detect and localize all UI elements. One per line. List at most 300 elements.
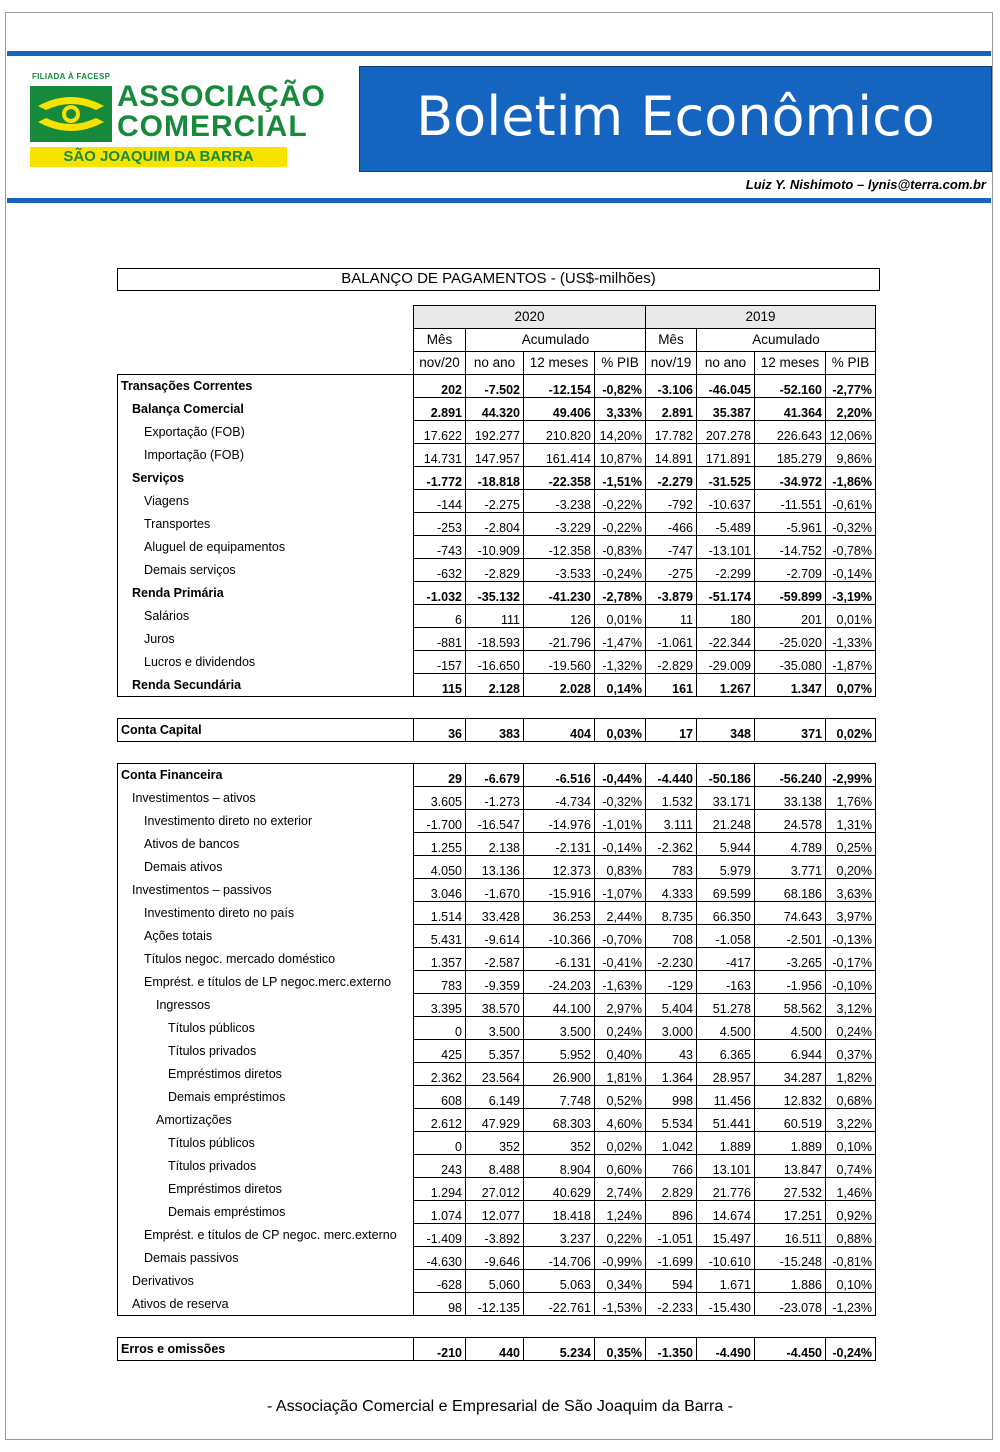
table-cell: 17.251	[755, 1201, 826, 1224]
table-cell: 40.629	[524, 1178, 595, 1201]
table-cell: -12.154	[524, 375, 595, 398]
page-footer: - Associação Comercial e Empresarial de São Joaquim da Barra -	[267, 1398, 733, 1415]
table-cell: -0,22%	[595, 490, 646, 513]
table-row	[118, 582, 876, 605]
row-label: Amortizações	[118, 1109, 414, 1132]
table-cell: 3.605	[414, 787, 466, 810]
year-2020-header: 2020	[414, 306, 646, 329]
table-cell: 185.279	[755, 444, 826, 467]
table-cell: -417	[697, 948, 755, 971]
table-cell: 0,68%	[826, 1086, 876, 1109]
table-cell: -632	[414, 559, 466, 582]
table-cell: -4.450	[755, 1338, 826, 1361]
table-cell: 0,24%	[826, 1017, 876, 1040]
group-header-row	[118, 329, 876, 352]
table-cell: 35.387	[697, 398, 755, 421]
table-cell: 1.886	[755, 1270, 826, 1293]
table-row	[118, 1040, 876, 1063]
table-cell: 0,52%	[595, 1086, 646, 1109]
table-cell: -35.080	[755, 651, 826, 674]
table-cell: 27.532	[755, 1178, 826, 1201]
table-cell: 202	[414, 375, 466, 398]
table-cell: -1.350	[646, 1338, 697, 1361]
table-cell: -35.132	[466, 582, 524, 605]
table-cell: 126	[524, 605, 595, 628]
table-cell: 98	[414, 1293, 466, 1316]
col-header: % PIB	[595, 352, 646, 375]
table-cell: 3,63%	[826, 879, 876, 902]
row-label: Empréstimos diretos	[118, 1063, 414, 1086]
table-cell: -3.229	[524, 513, 595, 536]
table-cell: -1.956	[755, 971, 826, 994]
table-row	[118, 674, 876, 697]
table-cell: 4.050	[414, 856, 466, 879]
table-cell: 4.333	[646, 879, 697, 902]
header-top-rule	[7, 51, 991, 56]
table-cell: 5.404	[646, 994, 697, 1017]
table-cell: -0,70%	[595, 925, 646, 948]
table-cell: 371	[755, 719, 826, 742]
row-label: Emprést. e títulos de CP negoc. merc.externo	[118, 1224, 414, 1247]
table-cell: 8.904	[524, 1155, 595, 1178]
table-cell: -747	[646, 536, 697, 559]
row-label: Serviços	[118, 467, 414, 490]
table-cell: -15.430	[697, 1293, 755, 1316]
table-cell: 0,01%	[826, 605, 876, 628]
table-cell: -15.248	[755, 1247, 826, 1270]
col-header: no ano	[466, 352, 524, 375]
table-cell: 2.028	[524, 674, 595, 697]
table-cell: 1.347	[755, 674, 826, 697]
table-cell: -2,77%	[826, 375, 876, 398]
table-cell: 0,14%	[595, 674, 646, 697]
table-cell: 2,74%	[595, 1178, 646, 1201]
title-banner	[359, 66, 992, 172]
table-cell: -51.174	[697, 582, 755, 605]
table-cell: 352	[524, 1132, 595, 1155]
table-cell: 0,02%	[826, 719, 876, 742]
table-cell: 28.957	[697, 1063, 755, 1086]
table-cell: -2.829	[466, 559, 524, 582]
logo-line2: COMERCIAL	[117, 110, 308, 143]
table-cell: 5.234	[524, 1338, 595, 1361]
table-cell: -2.230	[646, 948, 697, 971]
table-cell: 4.789	[755, 833, 826, 856]
table-cell: -0,44%	[595, 764, 646, 787]
row-label: Salários	[118, 605, 414, 628]
col-header: 12 meses	[524, 352, 595, 375]
row-label: Demais ativos	[118, 856, 414, 879]
table-cell: -0,10%	[826, 971, 876, 994]
table-row	[118, 467, 876, 490]
logo-line1: ASSOCIAÇÃO	[117, 80, 326, 113]
row-label: Títulos privados	[118, 1155, 414, 1178]
table-cell: -163	[697, 971, 755, 994]
table-cell: 2.128	[466, 674, 524, 697]
table-cell: 708	[646, 925, 697, 948]
table-cell: 15.497	[697, 1224, 755, 1247]
table-cell: 5.534	[646, 1109, 697, 1132]
table-cell: -0,14%	[595, 833, 646, 856]
table-cell: 12.077	[466, 1201, 524, 1224]
table-cell: -4.734	[524, 787, 595, 810]
table-cell: 0,02%	[595, 1132, 646, 1155]
row-label: Investimento direto no país	[118, 902, 414, 925]
table-cell: -0,78%	[826, 536, 876, 559]
table-cell: 60.519	[755, 1109, 826, 1132]
row-label: Renda Primária	[118, 582, 414, 605]
table-cell: 0,03%	[595, 719, 646, 742]
table-cell: -1,23%	[826, 1293, 876, 1316]
table-row	[118, 902, 876, 925]
table-cell: -0,14%	[826, 559, 876, 582]
table-row	[118, 948, 876, 971]
table-cell: 13.101	[697, 1155, 755, 1178]
table-row	[118, 810, 876, 833]
year-2019-header: 2019	[646, 306, 876, 329]
col-header: no ano	[697, 352, 755, 375]
table-cell: -52.160	[755, 375, 826, 398]
table-cell: 2.829	[646, 1178, 697, 1201]
table-cell: 1,24%	[595, 1201, 646, 1224]
table-cell: 11	[646, 605, 697, 628]
table-cell: 14.674	[697, 1201, 755, 1224]
table-row	[118, 787, 876, 810]
table-cell: 24.578	[755, 810, 826, 833]
table-cell: 3.046	[414, 879, 466, 902]
table-cell: 13.847	[755, 1155, 826, 1178]
table-row	[118, 1109, 876, 1132]
table-row	[118, 1178, 876, 1201]
row-label: Demais passivos	[118, 1247, 414, 1270]
table-cell: 0,40%	[595, 1040, 646, 1063]
table-cell: 180	[697, 605, 755, 628]
table-cell: 1.889	[755, 1132, 826, 1155]
table-cell: 5.063	[524, 1270, 595, 1293]
table-cell: -16.547	[466, 810, 524, 833]
table-cell: 2.612	[414, 1109, 466, 1132]
row-label: Investimento direto no exterior	[118, 810, 414, 833]
table-cell: -14.976	[524, 810, 595, 833]
table-cell: 1,31%	[826, 810, 876, 833]
accum-header-2020: Acumulado	[466, 329, 646, 352]
table-row	[118, 925, 876, 948]
table-cell: -22.761	[524, 1293, 595, 1316]
table-row	[118, 764, 876, 787]
table-cell: -10.610	[697, 1247, 755, 1270]
table-cell: 74.643	[755, 902, 826, 925]
row-label: Demais empréstimos	[118, 1086, 414, 1109]
table-cell: 1.255	[414, 833, 466, 856]
table-cell: -23.078	[755, 1293, 826, 1316]
table-cell: 608	[414, 1086, 466, 1109]
table-cell: -275	[646, 559, 697, 582]
table-cell: 0	[414, 1017, 466, 1040]
table-row	[118, 1338, 876, 1361]
table-cell: -144	[414, 490, 466, 513]
table-row	[118, 490, 876, 513]
table-cell: 404	[524, 719, 595, 742]
table-cell: 3.237	[524, 1224, 595, 1247]
row-label: Balança Comercial	[118, 398, 414, 421]
row-label: Ingressos	[118, 994, 414, 1017]
table-cell: 36.253	[524, 902, 595, 925]
row-label: Investimentos – ativos	[118, 787, 414, 810]
table-cell: -3.265	[755, 948, 826, 971]
row-label: Emprést. e títulos de LP negoc.merc.externo	[118, 971, 414, 994]
table-cell: -1.273	[466, 787, 524, 810]
table-cell: 0,10%	[826, 1132, 876, 1155]
table-row	[118, 559, 876, 582]
col-header: nov/19	[646, 352, 697, 375]
header-bottom-rule	[7, 198, 991, 203]
table-cell: -129	[646, 971, 697, 994]
table-cell: 34.287	[755, 1063, 826, 1086]
spacer-row	[118, 697, 876, 719]
table-cell: 3,33%	[595, 398, 646, 421]
table-cell: -1,87%	[826, 651, 876, 674]
table-cell: 0,24%	[595, 1017, 646, 1040]
row-label: Ativos de bancos	[118, 833, 414, 856]
table-cell: -12.358	[524, 536, 595, 559]
table-cell: 5.979	[697, 856, 755, 879]
table-cell: -12.135	[466, 1293, 524, 1316]
table-cell: 2,44%	[595, 902, 646, 925]
table-cell: -210	[414, 1338, 466, 1361]
table-cell: -2.362	[646, 833, 697, 856]
row-label: Viagens	[118, 490, 414, 513]
table-cell: 3,22%	[826, 1109, 876, 1132]
table-cell: 0,88%	[826, 1224, 876, 1247]
table-cell: 6.365	[697, 1040, 755, 1063]
table-cell: -4.490	[697, 1338, 755, 1361]
table-cell: -1.670	[466, 879, 524, 902]
row-label: Importação (FOB)	[118, 444, 414, 467]
balance-of-payments-table	[117, 305, 876, 1361]
table-row	[118, 879, 876, 902]
logo-city: SÃO JOAQUIM DA BARRA	[30, 147, 287, 167]
table-cell: -31.525	[697, 467, 755, 490]
table-cell: 352	[466, 1132, 524, 1155]
table-cell: 12,06%	[826, 421, 876, 444]
table-cell: -4.630	[414, 1247, 466, 1270]
table-cell: -0,99%	[595, 1247, 646, 1270]
col-header: 12 meses	[755, 352, 826, 375]
table-row	[118, 971, 876, 994]
table-cell: 5.944	[697, 833, 755, 856]
table-cell: -6.516	[524, 764, 595, 787]
row-label: Conta Capital	[118, 719, 414, 742]
table-row	[118, 375, 876, 398]
row-label: Juros	[118, 628, 414, 651]
table-cell: 29	[414, 764, 466, 787]
table-cell: 12.373	[524, 856, 595, 879]
author-credit: Luiz Y. Nishimoto – lynis@terra.com.br	[745, 177, 986, 192]
table-cell: 6.149	[466, 1086, 524, 1109]
table-cell: 17.622	[414, 421, 466, 444]
table-cell: 226.643	[755, 421, 826, 444]
table-cell: 33.171	[697, 787, 755, 810]
table-row	[118, 536, 876, 559]
table-cell: 998	[646, 1086, 697, 1109]
row-label: Títulos privados	[118, 1040, 414, 1063]
table-cell: 44.320	[466, 398, 524, 421]
table-cell: -13.101	[697, 536, 755, 559]
row-label: Ativos de reserva	[118, 1293, 414, 1316]
spacer-row	[118, 742, 876, 764]
table-cell: -0,82%	[595, 375, 646, 398]
table-cell: -56.240	[755, 764, 826, 787]
table-cell: 47.929	[466, 1109, 524, 1132]
table-cell: -1,32%	[595, 651, 646, 674]
row-label: Aluguel de equipamentos	[118, 536, 414, 559]
table-row	[118, 1132, 876, 1155]
table-cell: 51.441	[697, 1109, 755, 1132]
table-cell: 1.671	[697, 1270, 755, 1293]
table-row	[118, 1201, 876, 1224]
table-cell: 12.832	[755, 1086, 826, 1109]
table-cell: 2.362	[414, 1063, 466, 1086]
table-cell: -3.533	[524, 559, 595, 582]
table-cell: -0,32%	[826, 513, 876, 536]
table-cell: -743	[414, 536, 466, 559]
table-cell: 161.414	[524, 444, 595, 467]
page-title: Boletim Econômico	[416, 85, 935, 148]
table-cell: 33.428	[466, 902, 524, 925]
table-row	[118, 1063, 876, 1086]
table-cell: 2,20%	[826, 398, 876, 421]
table-cell: -0,13%	[826, 925, 876, 948]
table-cell: -10.637	[697, 490, 755, 513]
table-cell: 111	[466, 605, 524, 628]
table-cell: -157	[414, 651, 466, 674]
table-row	[118, 719, 876, 742]
spacer-row	[118, 1316, 876, 1338]
table-row	[118, 856, 876, 879]
table-cell: 68.303	[524, 1109, 595, 1132]
table-row	[118, 1293, 876, 1316]
table-cell: 0,34%	[595, 1270, 646, 1293]
table-cell: -15.916	[524, 879, 595, 902]
table-cell: -1.772	[414, 467, 466, 490]
table-cell: 27.012	[466, 1178, 524, 1201]
table-cell: -41.230	[524, 582, 595, 605]
table-cell: 1.532	[646, 787, 697, 810]
table-cell: 1.889	[697, 1132, 755, 1155]
table-cell: -1.699	[646, 1247, 697, 1270]
table-row	[118, 1155, 876, 1178]
table-cell: -2,78%	[595, 582, 646, 605]
table-cell: -24.203	[524, 971, 595, 994]
year-header-row	[118, 306, 876, 329]
table-cell: 1,81%	[595, 1063, 646, 1086]
table-cell: 14.731	[414, 444, 466, 467]
table-cell: 4.500	[697, 1017, 755, 1040]
table-cell: 6	[414, 605, 466, 628]
table-cell: 115	[414, 674, 466, 697]
table-cell: 2.891	[646, 398, 697, 421]
table-cell: 1,46%	[826, 1178, 876, 1201]
table-cell: -1.061	[646, 628, 697, 651]
table-cell: -10.909	[466, 536, 524, 559]
table-cell: 9,86%	[826, 444, 876, 467]
table-cell: 68.186	[755, 879, 826, 902]
table-cell: -2.829	[646, 651, 697, 674]
table-cell: 0,25%	[826, 833, 876, 856]
table-cell: -21.796	[524, 628, 595, 651]
table-cell: -22.358	[524, 467, 595, 490]
table-cell: -59.899	[755, 582, 826, 605]
row-label: Derivativos	[118, 1270, 414, 1293]
table-cell: 243	[414, 1155, 466, 1178]
table-cell: 43	[646, 1040, 697, 1063]
row-label: Títulos públicos	[118, 1132, 414, 1155]
accum-header-2019: Acumulado	[697, 329, 876, 352]
row-label: Empréstimos diretos	[118, 1178, 414, 1201]
table-cell: 383	[466, 719, 524, 742]
table-cell: -9.359	[466, 971, 524, 994]
table-cell: -2.804	[466, 513, 524, 536]
table-row	[118, 833, 876, 856]
table-cell: -0,17%	[826, 948, 876, 971]
table-cell: 1,82%	[826, 1063, 876, 1086]
table-cell: -3.879	[646, 582, 697, 605]
month-header-2020: Mês	[414, 329, 466, 352]
table-cell: 207.278	[697, 421, 755, 444]
table-cell: 3.395	[414, 994, 466, 1017]
table-row	[118, 421, 876, 444]
table-cell: 26.900	[524, 1063, 595, 1086]
table-cell: 21.776	[697, 1178, 755, 1201]
row-label: Ações totais	[118, 925, 414, 948]
table-cell: 5.952	[524, 1040, 595, 1063]
table-cell: -14.706	[524, 1247, 595, 1270]
table-cell: -2.233	[646, 1293, 697, 1316]
table-cell: -1.032	[414, 582, 466, 605]
table-cell: -25.020	[755, 628, 826, 651]
table-cell: 3.500	[466, 1017, 524, 1040]
table-cell: -0,81%	[826, 1247, 876, 1270]
table-cell: 3,12%	[826, 994, 876, 1017]
row-label: Demais serviços	[118, 559, 414, 582]
row-label: Transportes	[118, 513, 414, 536]
row-label: Demais empréstimos	[118, 1201, 414, 1224]
table-cell: 7.748	[524, 1086, 595, 1109]
table-cell: -2.275	[466, 490, 524, 513]
table-cell: 58.562	[755, 994, 826, 1017]
table-cell: -46.045	[697, 375, 755, 398]
table-cell: -14.752	[755, 536, 826, 559]
table-cell: -2.299	[697, 559, 755, 582]
table-cell: -1,33%	[826, 628, 876, 651]
table-cell: -3.106	[646, 375, 697, 398]
table-cell: -29.009	[697, 651, 755, 674]
table-row	[118, 398, 876, 421]
table-cell: -628	[414, 1270, 466, 1293]
table-cell: -0,32%	[595, 787, 646, 810]
row-label: Erros e omissões	[118, 1338, 414, 1361]
table-cell: 210.820	[524, 421, 595, 444]
table-cell: 0,20%	[826, 856, 876, 879]
table-cell: 0,92%	[826, 1201, 876, 1224]
table-cell: 4.500	[755, 1017, 826, 1040]
table-cell: 14,20%	[595, 421, 646, 444]
table-cell: -0,41%	[595, 948, 646, 971]
table-cell: 440	[466, 1338, 524, 1361]
table-cell: 2.891	[414, 398, 466, 421]
table-cell: 66.350	[697, 902, 755, 925]
table-cell: 1.514	[414, 902, 466, 925]
